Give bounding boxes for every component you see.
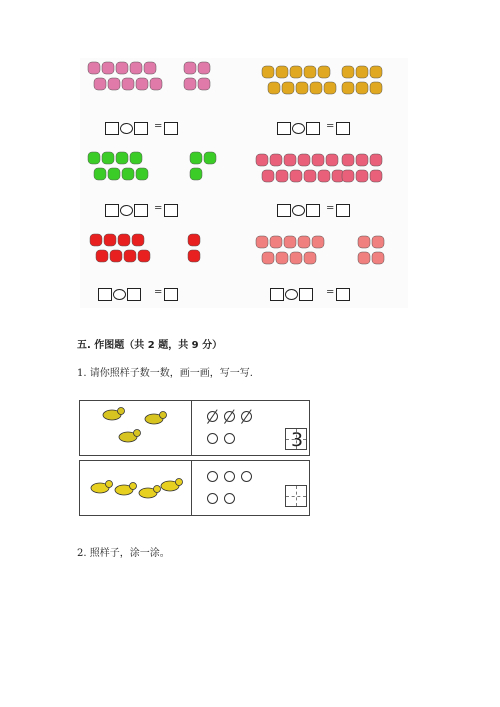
equation-1 — [105, 122, 195, 135]
apples-icon — [188, 234, 200, 246]
answer-number: 3 — [291, 429, 304, 451]
radishes-icon — [256, 154, 268, 166]
answer-box[interactable] — [98, 288, 112, 301]
apples-icon — [188, 250, 200, 262]
flowers-icon — [116, 62, 128, 74]
answer-box[interactable] — [105, 122, 119, 135]
apples-icon — [96, 250, 108, 262]
radishes-icon — [370, 154, 382, 166]
example-row-1 — [79, 400, 310, 456]
apples-icon — [138, 250, 150, 262]
answer-box[interactable] — [306, 204, 320, 217]
flowers-bunch-icon — [358, 236, 370, 248]
circle — [224, 433, 235, 444]
books-icon — [94, 168, 106, 180]
flowers-icon — [144, 62, 156, 74]
row-divider — [191, 461, 192, 515]
books-icon — [116, 152, 128, 164]
flowers-bunch-icon — [276, 252, 288, 264]
books-icon — [136, 168, 148, 180]
radishes-icon — [370, 170, 382, 182]
flowers-bunch-icon — [312, 236, 324, 248]
apples-icon — [104, 234, 116, 246]
flowers-bunch-icon — [304, 252, 316, 264]
counting-panel — [80, 58, 408, 308]
answer-box[interactable] — [299, 288, 313, 301]
section-title: 五. 作图题（共 2 题，共 9 分） — [77, 340, 223, 351]
question-2-text: 2. 照样子，涂一涂。 — [77, 548, 170, 559]
duck-icon — [161, 479, 183, 492]
duck-pictures — [82, 462, 190, 516]
equals-sign: = — [154, 287, 163, 298]
answer-box[interactable] — [134, 122, 148, 135]
equation-4 — [277, 204, 367, 217]
radishes-icon — [312, 154, 324, 166]
bird-icon — [145, 412, 167, 425]
answer-box[interactable] — [127, 288, 141, 301]
bears-icon — [370, 82, 382, 94]
answer-box[interactable] — [336, 204, 350, 217]
flowers-icon — [150, 78, 162, 90]
bears-icon — [342, 82, 354, 94]
answer-box[interactable] — [336, 122, 350, 135]
books-icon — [190, 152, 202, 164]
bears-icon — [276, 66, 288, 78]
flowers-icon — [136, 78, 148, 90]
operator-oval[interactable] — [113, 289, 126, 300]
circle — [224, 471, 235, 482]
circle — [207, 433, 218, 444]
flowers-bunch-icon — [372, 236, 384, 248]
duck-icon — [115, 483, 137, 496]
flowers-bunch-icon — [372, 252, 384, 264]
flowers-icon — [184, 78, 196, 90]
answer-box[interactable] — [306, 122, 320, 135]
books-icon — [102, 152, 114, 164]
answer-box[interactable] — [285, 428, 307, 450]
answer-box[interactable] — [270, 288, 284, 301]
radishes-icon — [262, 170, 274, 182]
radishes-icon — [284, 154, 296, 166]
flowers-icon — [198, 78, 210, 90]
radishes-icon — [270, 154, 282, 166]
duck-icon — [139, 486, 161, 499]
bears-icon — [282, 82, 294, 94]
flowers-bunch-icon — [290, 252, 302, 264]
equation-2 — [277, 122, 367, 135]
counting-pictures — [80, 58, 408, 308]
answer-box[interactable] — [277, 122, 291, 135]
bears-icon — [318, 66, 330, 78]
bird-pictures — [82, 402, 190, 456]
radishes-icon — [342, 170, 354, 182]
circle — [207, 493, 218, 504]
circle — [207, 471, 218, 482]
answer-box[interactable] — [336, 288, 350, 301]
radishes-icon — [356, 170, 368, 182]
circle — [241, 471, 252, 482]
radishes-icon — [276, 170, 288, 182]
books-icon — [88, 152, 100, 164]
answer-box[interactable] — [105, 204, 119, 217]
answer-box[interactable] — [164, 122, 178, 135]
answer-box[interactable] — [285, 485, 307, 507]
bears-icon — [310, 82, 322, 94]
flowers-icon — [130, 62, 142, 74]
flowers-icon — [102, 62, 114, 74]
crossed-circle — [241, 411, 252, 422]
answer-box[interactable] — [164, 204, 178, 217]
bears-icon — [296, 82, 308, 94]
bears-icon — [290, 66, 302, 78]
apples-icon — [90, 234, 102, 246]
books-icon — [190, 168, 202, 180]
equals-sign: = — [326, 203, 335, 214]
flowers-icon — [184, 62, 196, 74]
operator-oval[interactable] — [285, 289, 298, 300]
bears-icon — [304, 66, 316, 78]
example-row-2 — [79, 460, 310, 516]
radishes-icon — [304, 170, 316, 182]
bears-icon — [356, 66, 368, 78]
bears-icon — [370, 66, 382, 78]
flowers-bunch-icon — [262, 252, 274, 264]
radishes-icon — [290, 170, 302, 182]
radishes-icon — [326, 154, 338, 166]
bears-icon — [262, 66, 274, 78]
crossed-circle — [224, 411, 235, 422]
answer-box[interactable] — [134, 204, 148, 217]
operator-oval[interactable] — [120, 205, 133, 216]
flowers-icon — [108, 78, 120, 90]
apples-icon — [110, 250, 122, 262]
bears-icon — [324, 82, 336, 94]
radishes-icon — [356, 154, 368, 166]
flowers-bunch-icon — [270, 236, 282, 248]
bird-icon — [119, 430, 141, 443]
flowers-icon — [122, 78, 134, 90]
crossed-circle — [207, 411, 218, 422]
bears-icon — [356, 82, 368, 94]
operator-oval[interactable] — [292, 123, 305, 134]
books-icon — [204, 152, 216, 164]
equation-6 — [270, 288, 370, 301]
equals-sign: = — [154, 203, 163, 214]
question-1-text: 1. 请你照样子数一数，画一画，写一写. — [77, 368, 253, 379]
equals-sign: = — [326, 121, 335, 132]
apples-icon — [118, 234, 130, 246]
operator-oval[interactable] — [292, 205, 305, 216]
books-icon — [122, 168, 134, 180]
apples-icon — [124, 250, 136, 262]
apples-icon — [132, 234, 144, 246]
books-icon — [130, 152, 142, 164]
flowers-icon — [198, 62, 210, 74]
radishes-icon — [342, 154, 354, 166]
flowers-bunch-icon — [284, 236, 296, 248]
books-icon — [108, 168, 120, 180]
radishes-icon — [318, 170, 330, 182]
answer-box[interactable] — [164, 288, 178, 301]
row-divider — [191, 401, 192, 455]
equation-3 — [105, 204, 195, 217]
answer-box[interactable] — [277, 204, 291, 217]
radishes-icon — [298, 154, 310, 166]
bird-icon — [103, 408, 125, 421]
circle — [224, 493, 235, 504]
equals-sign: = — [154, 121, 163, 132]
flowers-bunch-icon — [358, 252, 370, 264]
equals-sign: = — [326, 287, 335, 298]
duck-icon — [91, 481, 113, 494]
flowers-bunch-icon — [256, 236, 268, 248]
equation-5 — [98, 288, 198, 301]
operator-oval[interactable] — [120, 123, 133, 134]
bears-icon — [268, 82, 280, 94]
flowers-icon — [88, 62, 100, 74]
bears-icon — [342, 66, 354, 78]
flowers-bunch-icon — [298, 236, 310, 248]
flowers-icon — [94, 78, 106, 90]
